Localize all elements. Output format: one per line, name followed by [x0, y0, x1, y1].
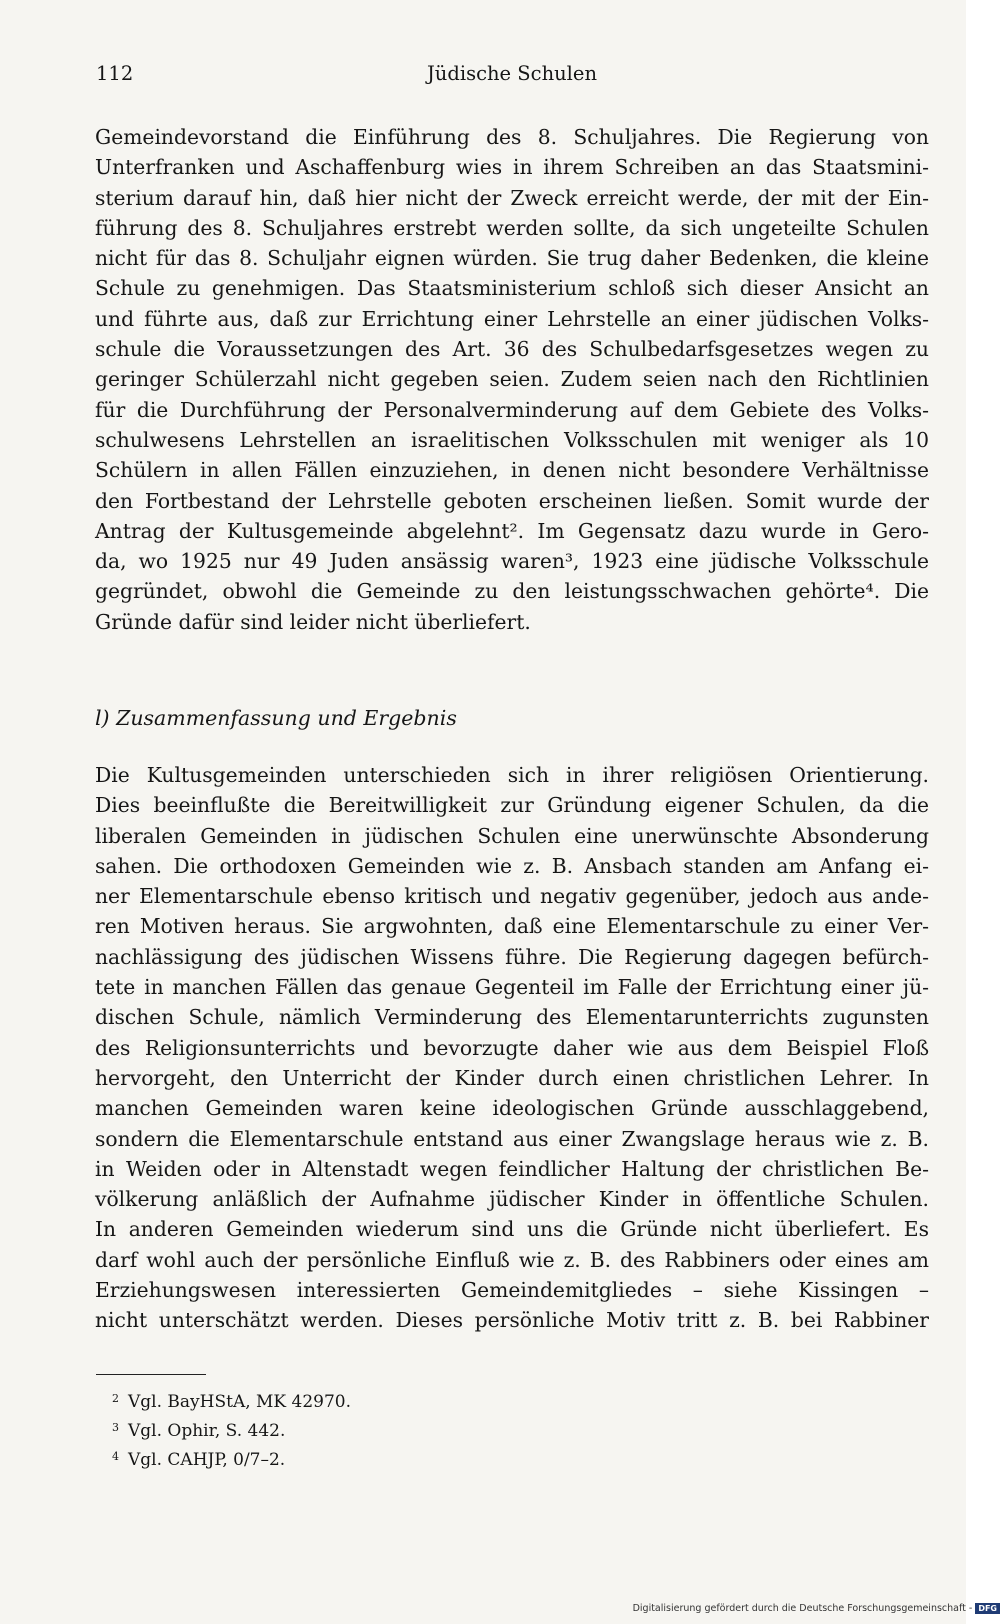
text-line: den Fortbestand der Lehrstelle geboten erscheinen ließen. Somit wurde der [95, 488, 929, 513]
footnote-rule [96, 1374, 206, 1375]
text-line: sondern die Elementarschule entstand aus einer Zwangslage heraus wie z. B. [95, 1126, 929, 1151]
text-line: sterium darauf hin, daß hier nicht der Zweck erreicht werde, der mit der Ein- [95, 185, 929, 210]
text-line: Dies beeinflußte die Bereitwilligkeit zur Gründung eigener Schulen, da die [95, 793, 929, 818]
text-line: In anderen Gemeinden wiederum sind uns die Gründe nicht überliefert. Es [95, 1217, 929, 1242]
text-line: hervorgeht, den Unterricht der Kinder durch einen christlichen Lehrer. In [95, 1065, 929, 1090]
text-line: Antrag der Kultusgemeinde abgelehnt². Im Gegensatz dazu wurde in Gero- [95, 518, 929, 543]
text-line: des Religionsunterrichts und bevorzugte daher wie aus dem Beispiel Floß [95, 1035, 929, 1060]
paragraph-1 [95, 122, 929, 637]
footnote-mark: 2 [112, 1392, 119, 1405]
page-header [96, 62, 928, 92]
text-line: völkerung anläßlich der Aufnahme jüdischer Kinder in öffentliche Schulen. [95, 1187, 929, 1212]
footnote-mark: 4 [112, 1450, 119, 1463]
footnote-text: Vgl. CAHJP, 0/7–2. [128, 1450, 286, 1470]
page-number: 112 [96, 62, 134, 85]
footnotes [112, 1386, 351, 1473]
text-line: gegründet, obwohl die Gemeinde zu den leistungsschwachen gehörte⁴. Die [95, 579, 929, 604]
running-head: Jüdische Schulen [426, 62, 598, 85]
footnote [112, 1415, 351, 1444]
text-line: für die Durchführung der Personalverminderung auf dem Gebiete des Volks- [95, 397, 929, 422]
text-line: geringer Schülerzahl nicht gegeben seien. Zudem seien nach den Richtlinien [95, 367, 929, 392]
text-line: Gründe dafür sind leider nicht überliefert. [95, 609, 531, 634]
text-line: Erziehungswesen interessierten Gemeindemitgliedes – siehe Kissingen – [95, 1278, 929, 1303]
text-line: da, wo 1925 nur 49 Juden ansässig waren³, 1923 eine jüdische Volksschule [95, 549, 929, 574]
text-line: in Weiden oder in Altenstadt wegen feindlicher Haltung der christlichen Be- [95, 1156, 929, 1181]
text-line: Die Kultusgemeinden unterschieden sich in ihrer religiösen Orientierung. [95, 763, 929, 787]
text-line: nicht unterschätzt werden. Dieses persönliche Motiv tritt z. B. bei Rabbiner [95, 1308, 929, 1333]
text-line: ner Elementarschule ebenso kritisch und negativ gegenüber, jedoch aus ande- [95, 884, 929, 909]
text-line: Schule zu genehmigen. Das Staatsministerium schloß sich dieser Ansicht an [95, 276, 929, 301]
dfg-logo: DFG [975, 1603, 1000, 1614]
text-line: sahen. Die orthodoxen Gemeinden wie z. B. Ansbach standen am Anfang ei- [95, 853, 929, 878]
text-line: Schülern in allen Fällen einzuziehen, in denen nicht besondere Verhältnisse [95, 458, 929, 483]
text-line: schule die Voraussetzungen des Art. 36 des Schulbedarfsgesetzes wegen zu [95, 337, 929, 362]
text-line: schulwesens Lehrstellen an israelitischen Volksschulen mit weniger als 10 [95, 427, 929, 452]
text-line: tete in manchen Fällen das genaue Gegenteil im Falle der Errichtung einer jü- [95, 975, 929, 1000]
text-line: nicht für das 8. Schuljahr eignen würden. Sie trug daher Bedenken, die kleine [95, 246, 929, 271]
footnote [112, 1386, 351, 1415]
credit-text: Digitalisierung gefördert durch die Deutsche Forschungsgemeinschaft - [632, 1603, 973, 1614]
text-line: nachlässigung des jüdischen Wissens führe. Die Regierung dagegen befürch- [95, 944, 929, 969]
text-line: Gemeindevorstand die Einführung des 8. Schuljahres. Die Regierung von [95, 125, 929, 149]
footnote [112, 1444, 351, 1473]
text-line: und führte aus, daß zur Errichtung einer Lehrstelle an einer jüdischen Volks- [95, 306, 929, 331]
text-line: liberalen Gemeinden in jüdischen Schulen eine unerwünschte Absonderung [95, 823, 929, 848]
text-line: dischen Schule, nämlich Verminderung des Elementarunterrichts zugunsten [95, 1005, 929, 1030]
footnote-text: Vgl. BayHStA, MK 42970. [128, 1392, 352, 1412]
text-line: Unterfranken und Aschaffenburg wies in ihrem Schreiben an das Staatsmini- [95, 155, 929, 180]
text-line: ren Motiven heraus. Sie argwohnten, daß eine Elementarschule zu einer Ver- [95, 914, 929, 939]
scan-margin [966, 0, 1000, 1624]
text-line: manchen Gemeinden waren keine ideologischen Gründe ausschlaggebend, [95, 1096, 929, 1121]
footnote-mark: 3 [112, 1421, 119, 1434]
text-line: führung des 8. Schuljahres erstrebt werden sollte, da sich ungeteilte Schulen [95, 215, 929, 240]
digitization-credit [633, 1603, 1000, 1614]
paragraph-2 [95, 760, 929, 1336]
text-line: darf wohl auch der persönliche Einfluß wie z. B. des Rabbiners oder eines am [95, 1247, 929, 1272]
section-heading: l) Zusammenfassung und Ergebnis [95, 706, 457, 730]
footnote-text: Vgl. Ophir, S. 442. [128, 1421, 286, 1441]
